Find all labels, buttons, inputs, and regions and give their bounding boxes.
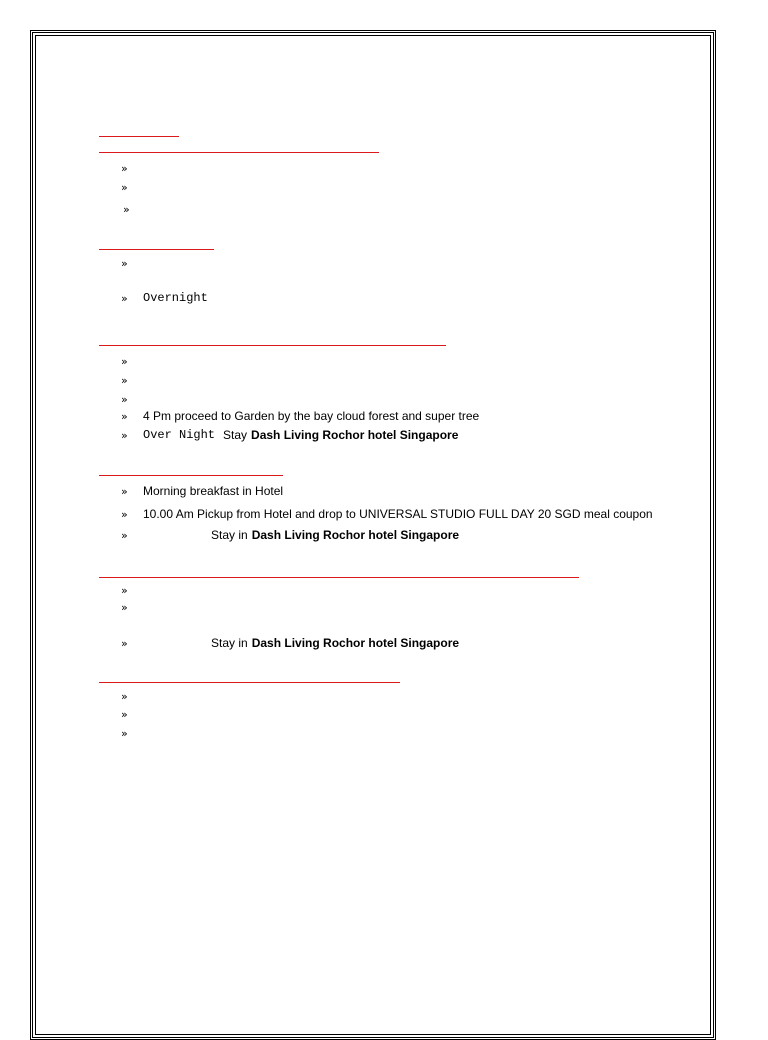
list-item: [121, 427, 458, 443]
hotel-name: Dash Living Rochor hotel Singapore: [251, 528, 460, 542]
list-item: [121, 160, 131, 176]
bullet-icon: »: [121, 409, 128, 423]
heading-underline: [99, 682, 400, 683]
bullet-icon: »: [121, 428, 128, 442]
list-item: [121, 599, 131, 615]
heading-underline: [99, 136, 179, 137]
bullet-icon: »: [121, 161, 128, 175]
heading-underline: [99, 152, 379, 153]
bullet-icon: »: [121, 256, 128, 270]
bullet-icon: »: [121, 354, 128, 368]
bullet-icon: »: [121, 291, 128, 305]
heading-underline: [99, 475, 283, 476]
bullet-icon: »: [121, 726, 128, 740]
bullet-icon: »: [121, 600, 128, 614]
list-item: [121, 725, 131, 741]
list-item: [121, 635, 459, 651]
bullet-icon: »: [121, 528, 128, 542]
bullet-icon: »: [121, 484, 128, 498]
bullet-icon: »: [123, 202, 130, 216]
bullet-icon: »: [121, 180, 128, 194]
list-item: [121, 527, 459, 543]
list-item: [121, 372, 131, 388]
overnight-text: Overnight: [143, 291, 208, 305]
heading-underline: [269, 577, 579, 578]
list-item: [121, 391, 131, 407]
breakfast-text: Morning breakfast in Hotel: [143, 484, 284, 498]
list-item: [123, 201, 133, 217]
bullet-icon: »: [121, 507, 128, 521]
stay-in-text: Stay in: [211, 636, 248, 650]
list-item: [121, 582, 131, 598]
universal-text: 10.00 Am Pickup from Hotel and drop to UNIVERSAL STUDIO FULL DAY 20 SGD meal coupon: [143, 507, 653, 521]
stay-text: Stay: [223, 428, 248, 442]
heading-underline: [99, 345, 446, 346]
over-night-text: Over Night: [143, 428, 216, 442]
bullet-icon: »: [121, 373, 128, 387]
bullet-icon: »: [121, 583, 128, 597]
list-item: [121, 688, 131, 704]
bullet-icon: »: [121, 636, 128, 650]
list-item: [121, 353, 131, 369]
bullet-icon: »: [121, 707, 128, 721]
hotel-name: Dash Living Rochor hotel Singapore: [251, 636, 460, 650]
list-item: [121, 506, 653, 522]
list-item: [121, 483, 283, 499]
list-item: [121, 179, 131, 195]
list-item: [121, 408, 479, 424]
bullet-icon: »: [121, 689, 128, 703]
bullet-icon: »: [121, 392, 128, 406]
stay-in-text: Stay in: [211, 528, 248, 542]
list-item: [121, 290, 208, 306]
hotel-name: Dash Living Rochor hotel Singapore: [251, 428, 459, 442]
garden-text: 4 Pm proceed to Garden by the bay cloud forest and super tree: [143, 409, 480, 423]
heading-underline: [99, 577, 269, 578]
list-item: [121, 255, 131, 271]
heading-underline: [99, 249, 214, 250]
list-item: [121, 706, 131, 722]
